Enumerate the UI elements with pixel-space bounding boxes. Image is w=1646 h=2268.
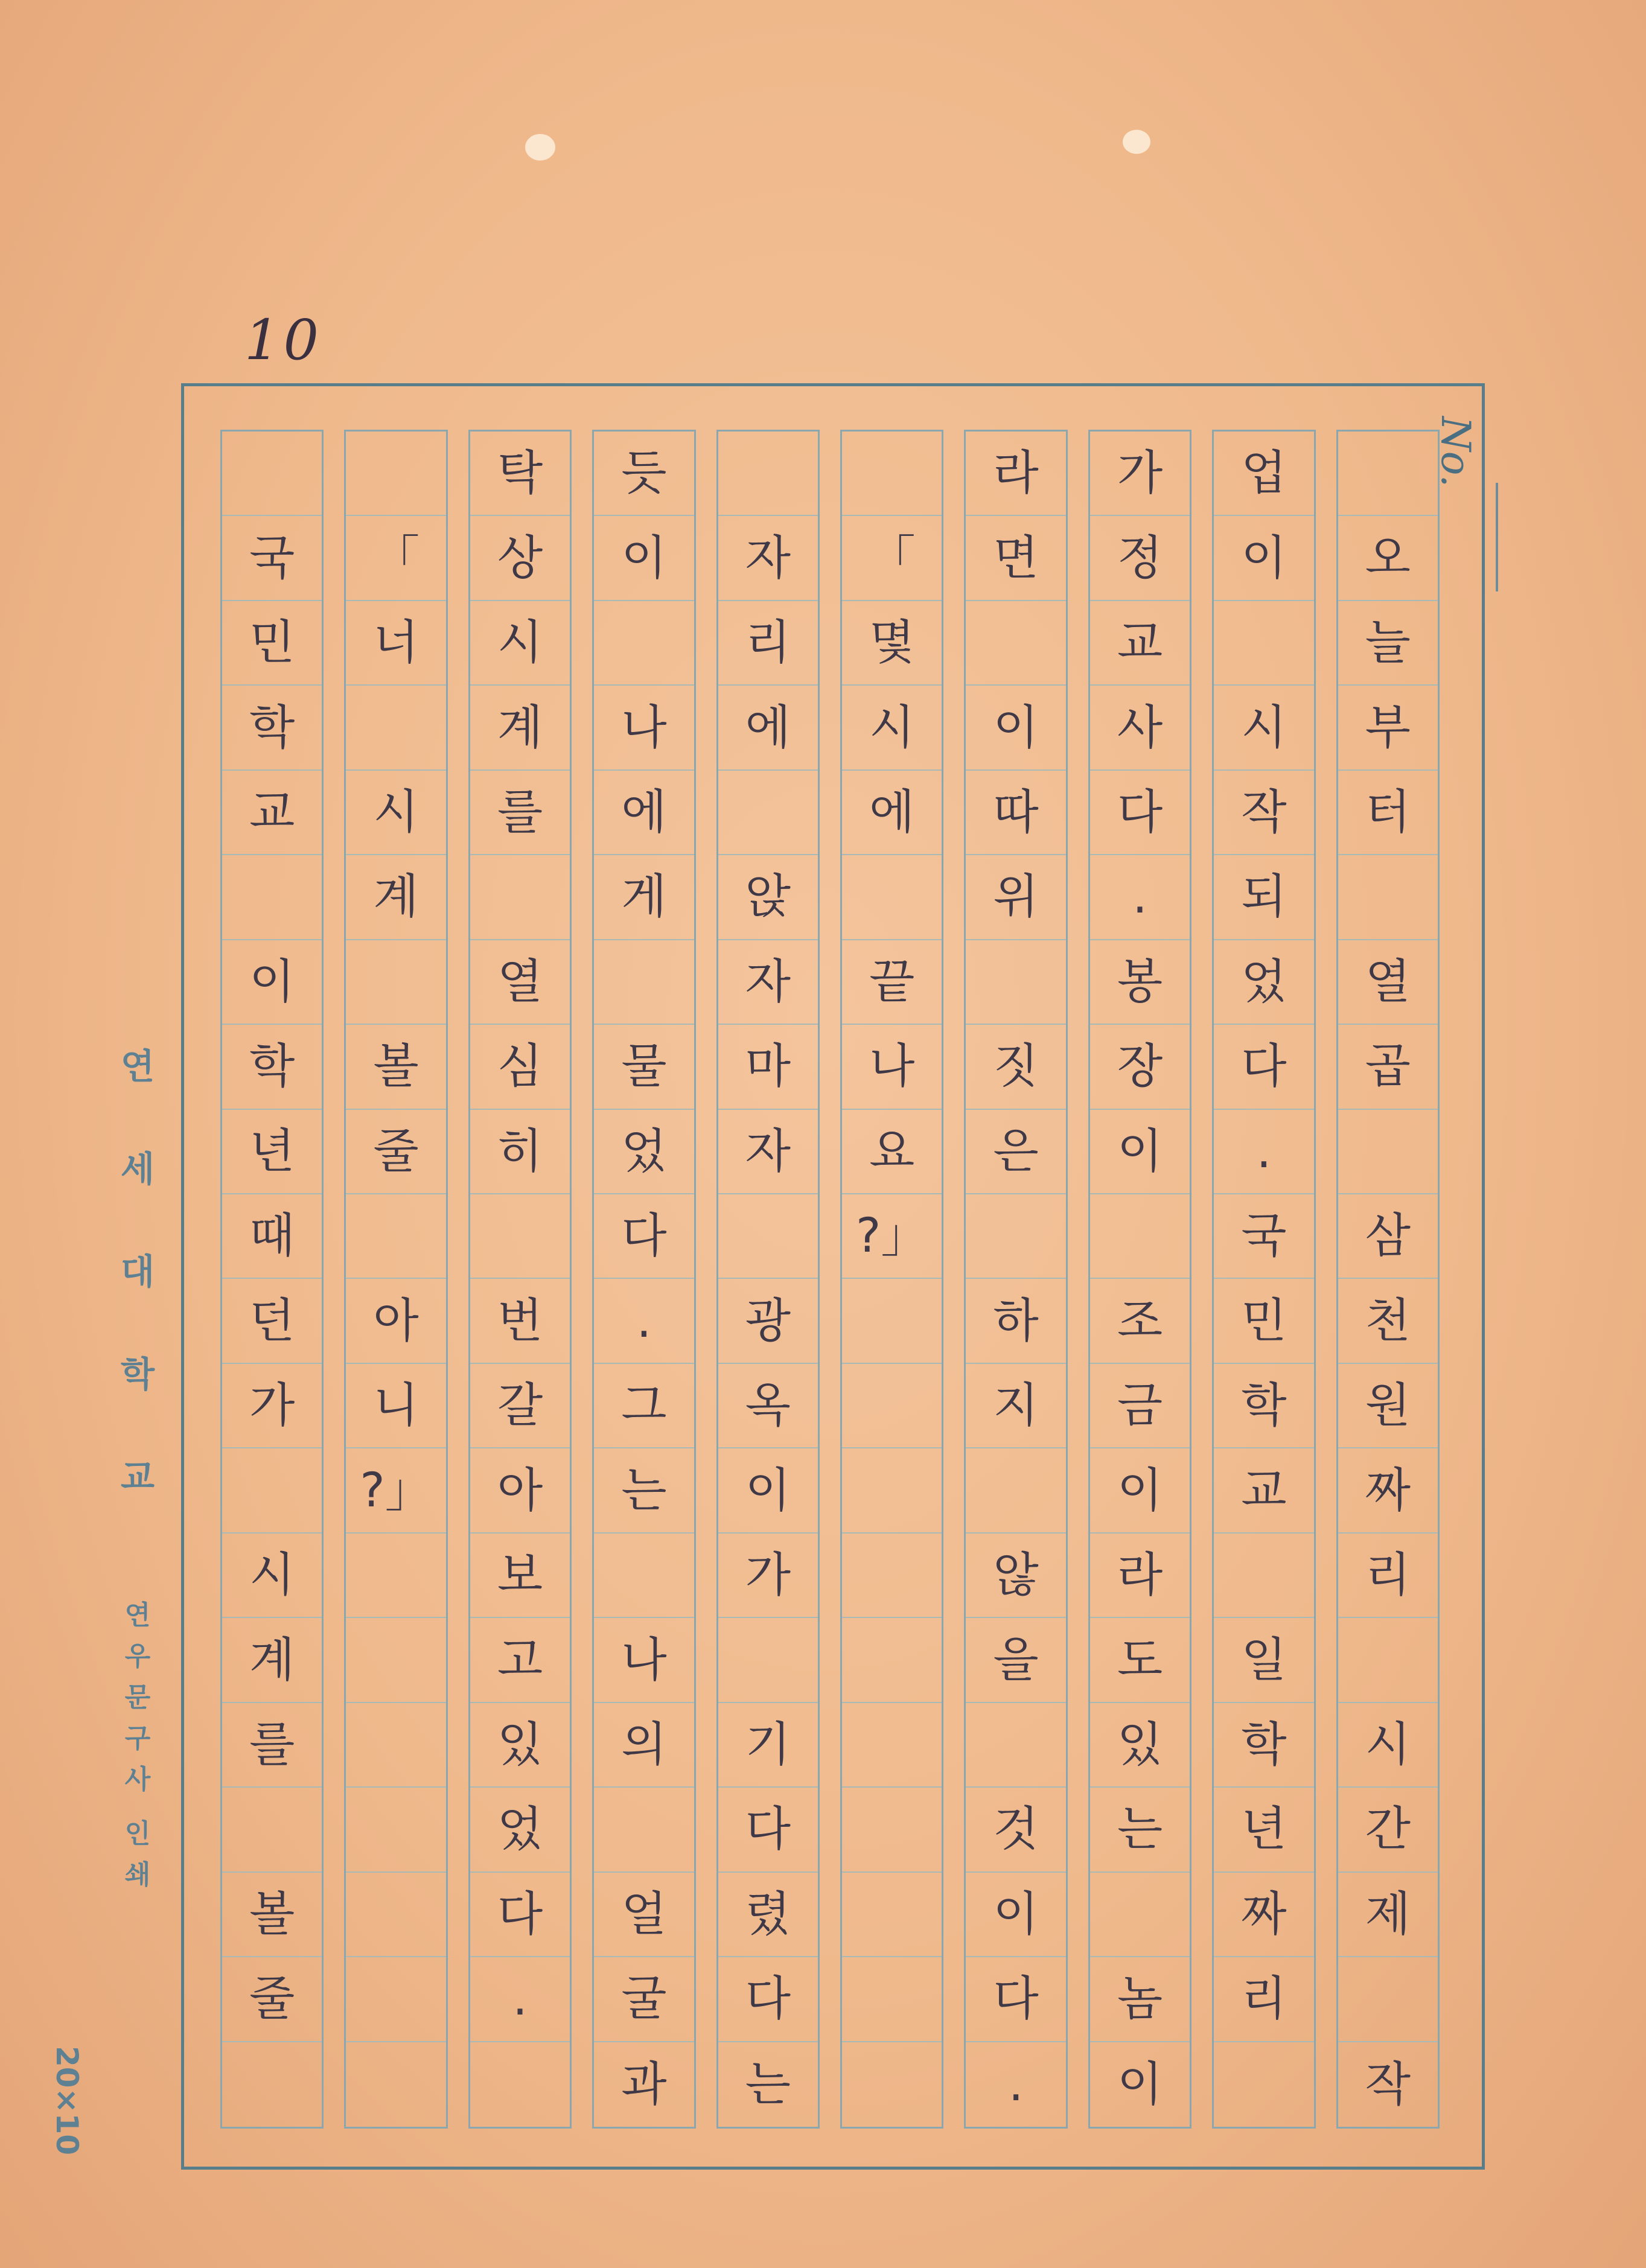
manuscript-cell: 자: [718, 516, 818, 600]
manuscript-cell: 던: [222, 1279, 322, 1363]
manuscript-cell: 열: [1338, 940, 1438, 1025]
manuscript-cell: 사: [1090, 686, 1190, 770]
manuscript-cell: 자: [718, 940, 818, 1025]
manuscript-cell: 라: [1090, 1534, 1190, 1618]
manuscript-cell: 년: [222, 1110, 322, 1194]
manuscript-cell: [842, 1618, 942, 1703]
manuscript-cell: 볼: [346, 1025, 445, 1109]
school-name-char: 대: [120, 1251, 155, 1292]
manuscript-cell: [1214, 1534, 1313, 1618]
manuscript-cell: 다: [718, 1788, 818, 1872]
manuscript-column: [840, 430, 943, 2129]
manuscript-cell: 니: [346, 1364, 445, 1448]
manuscript-cell: 마: [718, 1025, 818, 1109]
manuscript-cell: 다: [966, 1957, 1065, 2042]
manuscript-cell: 자: [718, 1110, 818, 1194]
manuscript-cell: 학: [1214, 1703, 1313, 1788]
manuscript-cell: 끝: [842, 940, 942, 1025]
manuscript-cell: 위: [966, 855, 1065, 940]
manuscript-cell: [346, 1534, 445, 1618]
manuscript-cell: .: [1090, 855, 1190, 940]
manuscript-cell: 가: [222, 1364, 322, 1448]
manuscript-cell: 었: [594, 1110, 694, 1194]
manuscript-cell: 가: [1090, 432, 1190, 516]
manuscript-cell: 히: [470, 1110, 570, 1194]
manuscript-cell: .: [1214, 1110, 1313, 1194]
manuscript-cell: 렸: [718, 1873, 818, 1957]
manuscript-cell: 있: [1090, 1703, 1190, 1788]
manuscript-cell: 굴: [594, 1957, 694, 2042]
school-name-char: 연: [120, 1046, 155, 1087]
manuscript-cell: 일: [1214, 1618, 1313, 1703]
manuscript-cell: 다: [718, 1957, 818, 2042]
manuscript-cell: 을: [966, 1618, 1065, 1703]
page-number: 10: [244, 308, 323, 372]
manuscript-cell: [346, 1873, 445, 1957]
manuscript-cell: 다: [470, 1873, 570, 1957]
school-name-char: 세: [120, 1148, 155, 1190]
manuscript-cell: [718, 432, 818, 516]
manuscript-cell: 나: [594, 1618, 694, 1703]
manuscript-cell: [346, 686, 445, 770]
manuscript-cell: [842, 1279, 942, 1363]
manuscript-cell: 이: [594, 516, 694, 600]
manuscript-cell: 것: [966, 1788, 1065, 1872]
manuscript-cell: 되: [1214, 855, 1313, 940]
manuscript-cell: 민: [222, 601, 322, 686]
manuscript-cell: 교: [1090, 601, 1190, 686]
manuscript-cell: 간: [1338, 1788, 1438, 1872]
paper-format: 20×10: [49, 2046, 85, 2156]
manuscript-cell: 옥: [718, 1364, 818, 1448]
manuscript-cell: [966, 601, 1065, 686]
manuscript-cell: [346, 940, 445, 1025]
manuscript-cell: 듯: [594, 432, 694, 516]
manuscript-cell: [718, 771, 818, 855]
manuscript-column: [1336, 430, 1440, 2129]
manuscript-cell: 면: [966, 516, 1065, 600]
manuscript-cell: [346, 1957, 445, 2042]
manuscript-cell: [470, 2042, 570, 2127]
manuscript-cell: 보: [470, 1534, 570, 1618]
manuscript-cell: [222, 1788, 322, 1872]
manuscript-cell: 시: [470, 601, 570, 686]
manuscript-cell: 제: [1338, 1873, 1438, 1957]
manuscript-cell: .: [470, 1957, 570, 2042]
manuscript-cell: [470, 1194, 570, 1279]
manuscript-cell: 오: [1338, 516, 1438, 600]
manuscript-cell: [966, 1194, 1065, 1279]
manuscript-cell: [346, 1194, 445, 1279]
manuscript-cell: 정: [1090, 516, 1190, 600]
manuscript-cell: 이: [1117, 2057, 1163, 2112]
manuscript-cell: 열: [470, 940, 570, 1025]
manuscript-cell: 가: [718, 1534, 818, 1618]
school-name-char: 교: [120, 1456, 155, 1497]
manuscript-cell: 천: [1338, 1279, 1438, 1363]
manuscript-cell: [842, 1364, 942, 1448]
manuscript-cell: 탁: [470, 432, 570, 516]
manuscript-cell: [718, 1194, 818, 1279]
manuscript-cell: [1338, 855, 1438, 940]
manuscript-cell: [842, 1873, 942, 1957]
printer-char: 사: [124, 1764, 151, 1795]
manuscript-cell: [1214, 2042, 1313, 2127]
manuscript-cell: [966, 1448, 1065, 1533]
manuscript-cell: [594, 1788, 694, 1872]
manuscript-cell: 이: [1090, 1110, 1190, 1194]
manuscript-cell: 부: [1338, 686, 1438, 770]
manuscript-cell: 삼: [1338, 1194, 1438, 1279]
printer-char: 우: [124, 1641, 151, 1672]
manuscript-cell: 시: [222, 1534, 322, 1618]
manuscript-cell: 국: [222, 516, 322, 600]
manuscript-cell: [1338, 1618, 1438, 1703]
manuscript-cell: 봉: [1090, 940, 1190, 1025]
manuscript-cell: [842, 2042, 942, 2127]
no-underline: [1496, 483, 1498, 591]
manuscript-grid: [220, 430, 1440, 2129]
manuscript-cell: [594, 1534, 694, 1618]
manuscript-cell: 지: [966, 1364, 1065, 1448]
manuscript-cell: 는: [745, 2057, 791, 2112]
manuscript-cell: 과: [621, 2057, 667, 2112]
manuscript-cell: 볼: [222, 1873, 322, 1957]
manuscript-cell: [1090, 1873, 1190, 1957]
manuscript-cell: 물: [594, 1025, 694, 1109]
manuscript-cell: 얼: [594, 1873, 694, 1957]
manuscript-cell: 너: [346, 601, 445, 686]
manuscript-cell: 이: [966, 1873, 1065, 1957]
manuscript-cell: 었: [1214, 940, 1313, 1025]
manuscript-cell: 학: [222, 686, 322, 770]
manuscript-cell: [1338, 1110, 1438, 1194]
manuscript-cell: [842, 1957, 942, 2042]
manuscript-cell: 국: [1214, 1194, 1313, 1279]
manuscript-cell: [346, 432, 445, 516]
manuscript-cell: 기: [718, 1703, 818, 1788]
manuscript-cell: 장: [1090, 1025, 1190, 1109]
manuscript-cell: 고: [470, 1618, 570, 1703]
manuscript-cell: 상: [470, 516, 570, 600]
manuscript-cell: [842, 432, 942, 516]
manuscript-cell: [346, 1618, 445, 1703]
manuscript-cell: [966, 940, 1065, 1025]
manuscript-cell: [842, 1534, 942, 1618]
manuscript-cell: 민: [1214, 1279, 1313, 1363]
manuscript-cell: 짜: [1214, 1873, 1313, 1957]
manuscript-cell: 를: [470, 771, 570, 855]
school-name-char: 학: [120, 1354, 155, 1395]
manuscript-cell: 갈: [470, 1364, 570, 1448]
manuscript-cell: [842, 855, 942, 940]
manuscript-cell: 않: [966, 1534, 1065, 1618]
manuscript-column: [220, 430, 324, 2129]
manuscript-cell: 이: [1214, 516, 1313, 600]
manuscript-cell: 리: [718, 601, 818, 686]
manuscript-cell: 원: [1338, 1364, 1438, 1448]
manuscript-cell: [346, 1788, 445, 1872]
manuscript-cell: 시: [1214, 686, 1313, 770]
manuscript-cell: 다: [1090, 771, 1190, 855]
manuscript-cell: 놈: [1090, 1957, 1190, 2042]
printer-char: 쇄: [124, 1859, 151, 1890]
manuscript-cell: 곱: [1338, 1025, 1438, 1109]
manuscript-cell: 도: [1090, 1618, 1190, 1703]
manuscript-cell: ?」: [842, 1194, 942, 1279]
manuscript-cell: 짓: [966, 1025, 1065, 1109]
manuscript-cell: 터: [1338, 771, 1438, 855]
manuscript-cell: ?」: [346, 1448, 445, 1533]
manuscript-cell: 나: [594, 686, 694, 770]
manuscript-cell: 교: [1214, 1448, 1313, 1533]
manuscript-cell: 업: [1214, 432, 1313, 516]
manuscript-cell: 「: [346, 516, 445, 600]
manuscript-cell: 줄: [222, 1957, 322, 2042]
manuscript-cell: 리: [1338, 1534, 1438, 1618]
manuscript-cell: [346, 1703, 445, 1788]
manuscript-cell: 줄: [346, 1110, 445, 1194]
manuscript-column: [344, 430, 447, 2129]
manuscript-cell: 를: [222, 1703, 322, 1788]
manuscript-cell: [470, 855, 570, 940]
manuscript-cell: 의: [594, 1703, 694, 1788]
manuscript-cell: 그: [594, 1364, 694, 1448]
manuscript-cell: 따: [966, 771, 1065, 855]
manuscript-cell: 이: [966, 686, 1065, 770]
manuscript-cell: 학: [222, 1025, 322, 1109]
paper-stain: [525, 134, 555, 161]
manuscript-cell: 교: [222, 771, 322, 855]
manuscript-cell: 광: [718, 1279, 818, 1363]
manuscript-cell: 다: [594, 1194, 694, 1279]
printer-char: 문: [124, 1682, 151, 1713]
manuscript-cell: [842, 1448, 942, 1533]
manuscript-cell: [346, 2042, 445, 2127]
manuscript-cell: [1338, 432, 1438, 516]
manuscript-cell: 라: [966, 432, 1065, 516]
manuscript-cell: 몇: [842, 601, 942, 686]
manuscript-cell: 아: [470, 1448, 570, 1533]
manuscript-cell: 년: [1214, 1788, 1313, 1872]
manuscript-cell: [594, 601, 694, 686]
manuscript-cell: [222, 432, 322, 516]
manuscript-cell: 나: [842, 1025, 942, 1109]
manuscript-cell: 리: [1214, 1957, 1313, 2042]
manuscript-cell: 조: [1090, 1279, 1190, 1363]
manuscript-cell: [718, 1618, 818, 1703]
manuscript-cell: [1214, 601, 1313, 686]
manuscript-cell: [222, 2042, 322, 2127]
manuscript-cell: 있: [470, 1703, 570, 1788]
manuscript-cell: 늘: [1338, 601, 1438, 686]
manuscript-column: [592, 430, 695, 2129]
manuscript-cell: 에: [842, 771, 942, 855]
manuscript-cell: 에: [594, 771, 694, 855]
manuscript-cell: 작: [1214, 771, 1313, 855]
manuscript-cell: 작: [1365, 2057, 1411, 2112]
manuscript-column: [468, 430, 572, 2129]
printer-imprint: [107, 1593, 168, 1891]
manuscript-cell: 학: [1214, 1364, 1313, 1448]
manuscript-cell: 시: [1338, 1703, 1438, 1788]
manuscript-column: [1212, 430, 1315, 2129]
manuscript-cell: 하: [966, 1279, 1065, 1363]
manuscript-cell: [842, 1703, 942, 1788]
manuscript-cell: 시: [346, 771, 445, 855]
manuscript-cell: 이: [718, 1448, 818, 1533]
manuscript-cell: [222, 855, 322, 940]
no-label: No.: [1432, 416, 1479, 488]
manuscript-cell: [1338, 1957, 1438, 2042]
manuscript-cell: [966, 1703, 1065, 1788]
manuscript-cell: 었: [470, 1788, 570, 1872]
manuscript-cell: [594, 940, 694, 1025]
manuscript-cell: .: [594, 1279, 694, 1363]
manuscript-cell: 「: [842, 516, 942, 600]
manuscript-column: [716, 430, 820, 2129]
manuscript-cell: .: [1008, 2057, 1024, 2112]
manuscript-cell: 때: [222, 1194, 322, 1279]
manuscript-cell: 계: [222, 1618, 322, 1703]
manuscript-cell: [1090, 1194, 1190, 1279]
manuscript-cell: [222, 1448, 322, 1533]
manuscript-cell: 계: [346, 855, 445, 940]
manuscript-cell: 이: [222, 940, 322, 1025]
manuscript-cell: 는: [594, 1448, 694, 1533]
manuscript-cell: 계: [470, 686, 570, 770]
school-name-imprint: [107, 1038, 168, 1499]
manuscript-cell: 짜: [1338, 1448, 1438, 1533]
manuscript-cell: 번: [470, 1279, 570, 1363]
manuscript-cell: [842, 1788, 942, 1872]
manuscript-column: [1088, 430, 1191, 2129]
manuscript-cell: 금: [1090, 1364, 1190, 1448]
printer-char: 인: [124, 1818, 151, 1849]
manuscript-cell: 이: [1090, 1448, 1190, 1533]
manuscript-cell: 시: [842, 686, 942, 770]
manuscript-cell: 는: [1090, 1788, 1190, 1872]
manuscript-cell: 아: [346, 1279, 445, 1363]
manuscript-cell: 다: [1214, 1025, 1313, 1109]
manuscript-cell: 은: [966, 1110, 1065, 1194]
manuscript-cell: 심: [470, 1025, 570, 1109]
manuscript-cell: 에: [718, 686, 818, 770]
manuscript-cell: 요: [842, 1110, 942, 1194]
printer-char: 구: [124, 1723, 151, 1754]
manuscript-column: [964, 430, 1067, 2129]
paper-stain: [1123, 130, 1150, 154]
manuscript-cell: 앉: [718, 855, 818, 940]
manuscript-cell: 게: [594, 855, 694, 940]
printer-char: 연: [124, 1600, 151, 1631]
